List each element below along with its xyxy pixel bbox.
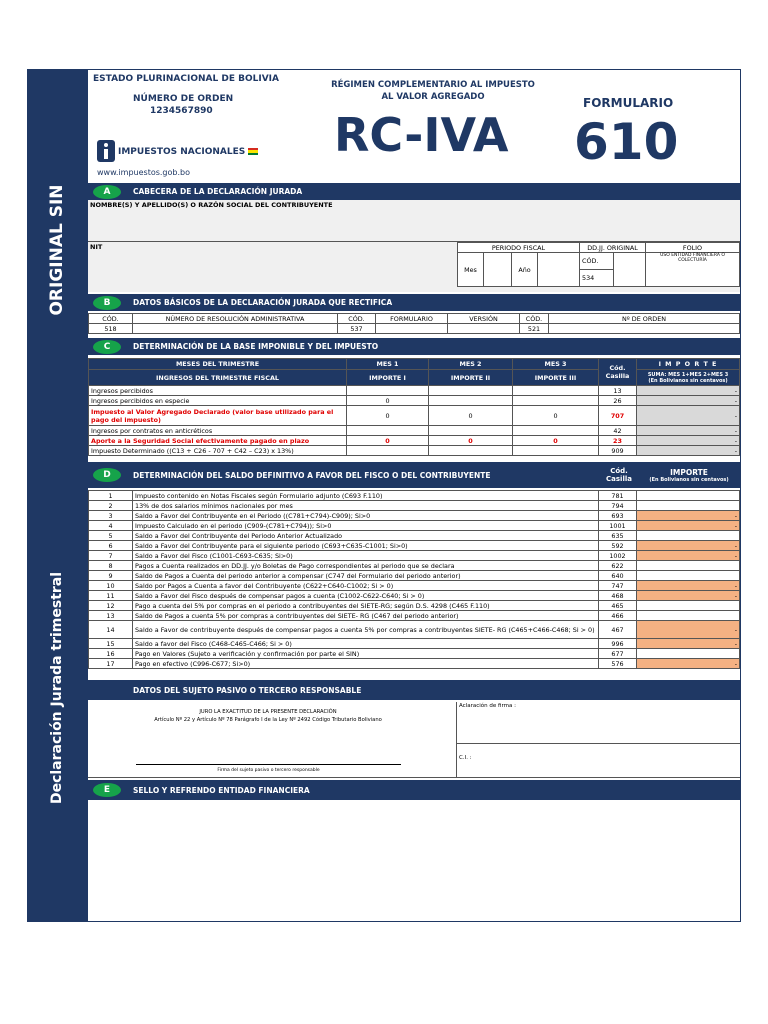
row-value: - <box>637 621 740 639</box>
section-c-title: DETERMINACIÓN DE LA BASE IMPONIBLE Y DEL IMPUESTO <box>133 342 379 351</box>
row-number: 6 <box>89 541 133 551</box>
row-number: 1 <box>89 491 133 501</box>
bolivia-flag-icon <box>248 148 258 155</box>
base-row <box>89 406 740 426</box>
row-total: - <box>637 386 740 396</box>
row-code: 576 <box>599 659 637 669</box>
sidebar-subtitle: Declaración Jurada trimestral <box>49 571 65 805</box>
folio-label: FOLIO <box>646 243 740 253</box>
ddjj-label: DD.JJ. ORIGINAL <box>580 243 646 253</box>
section-b-band <box>88 294 740 311</box>
base-row <box>89 386 740 396</box>
sidebar-text <box>28 140 86 900</box>
agency-website: www.impuestos.gob.bo <box>97 168 190 177</box>
signature-label: Firma del sujeto pasivo o tercero responsable <box>217 768 320 773</box>
row-code: 635 <box>599 531 637 541</box>
row-number: 9 <box>89 571 133 581</box>
form-610 <box>87 69 741 922</box>
row-number: 4 <box>89 521 133 531</box>
ddjj-field[interactable] <box>614 253 646 287</box>
d-importe-note: (En Bolivianos sin centavos) <box>649 476 729 483</box>
balance-table <box>88 490 740 669</box>
row-value: - <box>637 541 740 551</box>
subject-band <box>88 680 740 700</box>
row-code: 592 <box>599 541 637 551</box>
row-label: Saldo a favor del Fisco (C468-C465-C466; Si > 0) <box>133 639 599 649</box>
row-total: - <box>637 436 740 446</box>
row-label: Saldo a Favor del Contribuyente en el Periodo ((C781+C794)-C909); Si>0 <box>133 511 599 521</box>
row-code: 1002 <box>599 551 637 561</box>
clarification-field[interactable]: Aclaración de firma : <box>457 702 740 744</box>
row-code: 996 <box>599 639 637 649</box>
row-label: Ingresos percibidos en especie <box>89 396 347 406</box>
balance-row <box>89 571 740 581</box>
row-number: 15 <box>89 639 133 649</box>
cod-casilla-header: Cód. Casilla <box>599 359 637 386</box>
row-number: 13 <box>89 611 133 621</box>
order-label: NÚMERO DE ORDEN <box>133 94 234 104</box>
mes3-value[interactable]: 0 <box>513 436 599 446</box>
mes1-value[interactable]: 0 <box>347 436 429 446</box>
balance-row <box>89 659 740 669</box>
mes1-header: MES 1 <box>347 359 429 370</box>
balance-row <box>89 541 740 551</box>
d-importe-header <box>638 468 740 483</box>
row-value[interactable] <box>637 501 740 511</box>
form-field[interactable] <box>376 324 448 334</box>
oath-line2: Artículo Nº 22 y Artículo Nº 78 Parágrafo I de la Ley Nº 2492 Código Tributario Boliviano <box>154 717 382 723</box>
form-label: FORMULARIO <box>583 96 674 110</box>
balance-row <box>89 561 740 571</box>
balance-row <box>89 611 740 621</box>
agency-name: IMPUESTOS NACIONALES <box>118 147 246 157</box>
cod-value: 534 <box>580 270 614 287</box>
row-code: 23 <box>599 436 637 446</box>
months-header: MESES DEL TRIMESTRE <box>89 359 347 370</box>
row-code: 640 <box>599 571 637 581</box>
col-header: VERSIÓN <box>448 314 520 324</box>
section-letter: E <box>93 783 121 797</box>
section-letter: A <box>93 185 121 199</box>
mes3-value[interactable] <box>513 386 599 396</box>
row-value[interactable] <box>637 531 740 541</box>
row-code: 794 <box>599 501 637 511</box>
row-label: Impuesto Determinado ((C13 + C26 - 707 + C42 – C23) x 13%) <box>89 446 347 456</box>
col-header: CÓD. <box>520 314 549 324</box>
row-total: - <box>637 396 740 406</box>
row-label: Saldo de Pagos a cuenta 5% por compras a contribuyentes del SIETE- RG (C467 del periodo anterior) <box>133 611 599 621</box>
row-code: 707 <box>599 406 637 426</box>
logo-icon <box>97 140 115 162</box>
mes2-value[interactable] <box>429 386 513 396</box>
oath-line1: JURO LA EXACTITUD DE LA PRESENTE DECLARACIÓN <box>199 709 337 715</box>
row-label: Impuesto contenido en Notas Fiscales según Formulario adjunto (C693 F.110) <box>133 491 599 501</box>
row-code: 26 <box>599 396 637 406</box>
row-label: Pago a cuenta del 5% por compras en el periodo a contribuyentes del SIETE-RG; según D.S. 4298 (C465 F.110) <box>133 601 599 611</box>
importe-header: I M P O R T E <box>637 359 740 370</box>
col-header: NÚMERO DE RESOLUCIÓN ADMINISTRATIVA <box>133 314 338 324</box>
row-label: Saldo a Favor del Contribuyente para el siguiente periodo (C693+C635-C1001; Si>0) <box>133 541 599 551</box>
period-label: PERIODO FISCAL <box>458 243 580 253</box>
balance-row <box>89 551 740 561</box>
mes3-value[interactable] <box>513 446 599 456</box>
row-code: 465 <box>599 601 637 611</box>
code-537: 537 <box>338 324 376 334</box>
year-label: Año <box>512 253 538 287</box>
row-number: 14 <box>89 621 133 639</box>
row-total: - <box>637 406 740 426</box>
regime-line1: RÉGIMEN COMPLEMENTARIO AL IMPUESTO <box>331 80 535 90</box>
nit-label: NIT <box>90 243 103 251</box>
row-value: - <box>637 639 740 649</box>
section-d-band <box>88 462 740 488</box>
imp1-header: IMPORTE I <box>347 370 429 386</box>
mes3-value[interactable] <box>513 396 599 406</box>
version-field[interactable] <box>448 324 520 334</box>
row-label: Saldo a Favor del Fisco (C1001-C693-C635; Si>0) <box>133 551 599 561</box>
row-number: 3 <box>89 511 133 521</box>
mes2-value[interactable]: 0 <box>429 436 513 446</box>
code-521: 521 <box>520 324 549 334</box>
row-code: 467 <box>599 621 637 639</box>
resolution-field[interactable] <box>133 324 338 334</box>
regime-line2: AL VALOR AGREGADO <box>381 92 485 102</box>
base-row <box>89 446 740 456</box>
clarification-box <box>456 702 740 778</box>
cod-label: CÓD. <box>580 253 614 270</box>
mes2-value[interactable] <box>429 396 513 406</box>
row-code: 42 <box>599 426 637 436</box>
row-code: 693 <box>599 511 637 521</box>
mes3-header: MES 3 <box>513 359 599 370</box>
subject-area <box>88 702 740 778</box>
col-header: CÓD. <box>89 314 133 324</box>
row-code: 909 <box>599 446 637 456</box>
balance-row <box>89 591 740 601</box>
row-label: 13% de dos salarios mínimos nacionales por mes <box>133 501 599 511</box>
mes1-value[interactable] <box>347 426 429 436</box>
sum-note <box>637 370 740 386</box>
row-number: 12 <box>89 601 133 611</box>
row-value: - <box>637 591 740 601</box>
base-table <box>88 358 740 456</box>
row-value: - <box>637 659 740 669</box>
row-value[interactable] <box>637 611 740 621</box>
mes3-value[interactable] <box>513 426 599 436</box>
mes3-value[interactable]: 0 <box>513 406 599 426</box>
row-code: 677 <box>599 649 637 659</box>
taxpayer-name-label: NOMBRE(S) Y APELLIDO(S) O RAZÓN SOCIAL DEL CONTRIBUYENTE <box>90 201 333 209</box>
row-label: Pago en efectivo (C996-C677; Si>0) <box>133 659 599 669</box>
mes2-value[interactable] <box>429 446 513 456</box>
balance-row <box>89 521 740 531</box>
section-letter: C <box>93 340 121 354</box>
row-number: 8 <box>89 561 133 571</box>
row-code: 781 <box>599 491 637 501</box>
row-code: 1001 <box>599 521 637 531</box>
mes1-value[interactable] <box>347 386 429 396</box>
row-value[interactable] <box>637 601 740 611</box>
signature-line[interactable] <box>136 764 401 765</box>
folio-note: USO ENTIDAD FINANCIERA O COLECTURÍA <box>646 253 740 287</box>
sidebar-title: ORIGINAL SIN <box>47 184 67 316</box>
row-label: Impuesto al Valor Agregado Declarado (valor base utilizado para el pago del impuesto) <box>89 406 347 426</box>
row-code: 747 <box>599 581 637 591</box>
row-label: Saldo a Favor de contribuyente después de compensar pagos a cuenta 5% por compras a contribuyentes SIETE- RG (C465+C466-C468; Si > 0) <box>133 621 599 639</box>
row-number: 5 <box>89 531 133 541</box>
code-518: 518 <box>89 324 133 334</box>
balance-row <box>89 649 740 659</box>
row-number: 2 <box>89 501 133 511</box>
taxpayer-name-field[interactable] <box>88 200 740 242</box>
section-letter: D <box>93 468 121 482</box>
balance-row <box>89 511 740 521</box>
mes2-value[interactable]: 0 <box>429 406 513 426</box>
state-name: ESTADO PLURINACIONAL DE BOLIVIA <box>93 74 279 84</box>
section-letter: B <box>93 296 121 310</box>
section-c-band <box>88 338 740 355</box>
row-label: Pago en Valores (Sujeto a verificación y confirmación por parte el SIN) <box>133 649 599 659</box>
row-number: 16 <box>89 649 133 659</box>
mes1-value[interactable]: 0 <box>347 406 429 426</box>
row-value[interactable] <box>637 649 740 659</box>
row-value: - <box>637 581 740 591</box>
base-row <box>89 426 740 436</box>
subject-title: DATOS DEL SUJETO PASIVO O TERCERO RESPONSABLE <box>133 685 362 695</box>
row-value[interactable] <box>637 491 740 501</box>
row-code: 468 <box>599 591 637 601</box>
rectify-table <box>88 313 740 334</box>
base-row <box>89 436 740 446</box>
ci-field[interactable]: C.I. : <box>459 755 472 761</box>
period-table <box>457 242 740 287</box>
mes2-header: MES 2 <box>429 359 513 370</box>
d-importe-label: IMPORTE <box>670 467 708 477</box>
imp2-header: IMPORTE II <box>429 370 513 386</box>
row-code: 622 <box>599 561 637 571</box>
balance-row <box>89 639 740 649</box>
col-header: FORMULARIO <box>376 314 448 324</box>
row-label: Pagos a Cuenta realizados en DD.JJ. y/o Boletas de Pago correspondientes al periodo que se declara <box>133 561 599 571</box>
balance-row <box>89 491 740 501</box>
row-label: Saldo a Favor del Contribuyente del Periodo Anterior Actualizado <box>133 531 599 541</box>
sum-note-line2: (En Bolivianos sin centavos) <box>648 377 728 384</box>
section-b-title: DATOS BÁSICOS DE LA DECLARACIÓN JURADA QUE RECTIFICA <box>133 298 393 307</box>
row-label: Impuesto Calculado en el periodo (C909-(C781+C794)); Si>0 <box>133 521 599 531</box>
row-number: 17 <box>89 659 133 669</box>
row-label: Ingresos percibidos <box>89 386 347 396</box>
base-row <box>89 396 740 406</box>
section-d-title: DETERMINACIÓN DEL SALDO DEFINITIVO A FAVOR DEL FISCO O DEL CONTRIBUYENTE <box>133 470 491 480</box>
row-number: 11 <box>89 591 133 601</box>
section-a-band <box>88 183 740 200</box>
row-value[interactable] <box>637 561 740 571</box>
section-e-band <box>88 780 740 800</box>
row-number: 10 <box>89 581 133 591</box>
row-code: 466 <box>599 611 637 621</box>
row-code: 13 <box>599 386 637 396</box>
balance-row <box>89 501 740 511</box>
d-cod-casilla: Cód. Casilla <box>606 466 632 483</box>
mes1-value[interactable]: 0 <box>347 396 429 406</box>
balance-row <box>89 601 740 611</box>
row-value: - <box>637 521 740 531</box>
col-header: CÓD. <box>338 314 376 324</box>
mes2-value[interactable] <box>429 426 513 436</box>
section-a-title: CABECERA DE LA DECLARACIÓN JURADA <box>133 187 303 196</box>
form-number: 610 <box>574 113 679 171</box>
row-value[interactable] <box>637 571 740 581</box>
sum-note-line1: SUMA: MES 1+MES 2+MES 3 <box>647 371 729 378</box>
bank-stamp-area[interactable] <box>88 800 740 921</box>
income-header: INGRESOS DEL TRIMESTRE FISCAL <box>89 370 347 386</box>
balance-row <box>89 531 740 541</box>
year-field[interactable] <box>538 253 580 287</box>
order-field[interactable] <box>549 324 740 334</box>
row-total: - <box>637 426 740 436</box>
form-title: RC-IVA <box>334 108 509 162</box>
order-number: 1234567890 <box>150 106 213 116</box>
row-label: Saldo de Pagos a Cuenta del periodo anterior a compensar (C747 del Formulario del periodo anterior) <box>133 571 599 581</box>
row-label: Saldo a Favor del Fisco después de compensar pagos a cuenta (C1002-C622-C640; Si > 0) <box>133 591 599 601</box>
row-total: - <box>637 446 740 456</box>
row-value: - <box>637 511 740 521</box>
row-label: Aporte a la Seguridad Social efectivamente pagado en plazo <box>89 436 347 446</box>
balance-row <box>89 621 740 639</box>
row-label: Ingresos por contratos en anticréticos <box>89 426 347 436</box>
mes1-value[interactable] <box>347 446 429 456</box>
month-field[interactable] <box>484 253 512 287</box>
row-label: Saldo por Pagos a Cuenta a favor del Contribuyente (C622+C640-C1002; Si > 0) <box>133 581 599 591</box>
imp3-header: IMPORTE III <box>513 370 599 386</box>
row-value: - <box>637 551 740 561</box>
balance-row <box>89 581 740 591</box>
col-header: Nº DE ORDEN <box>549 314 740 324</box>
month-label: Mes <box>458 253 484 287</box>
section-e-title: SELLO Y REFRENDO ENTIDAD FINANCIERA <box>133 785 310 795</box>
row-number: 7 <box>89 551 133 561</box>
